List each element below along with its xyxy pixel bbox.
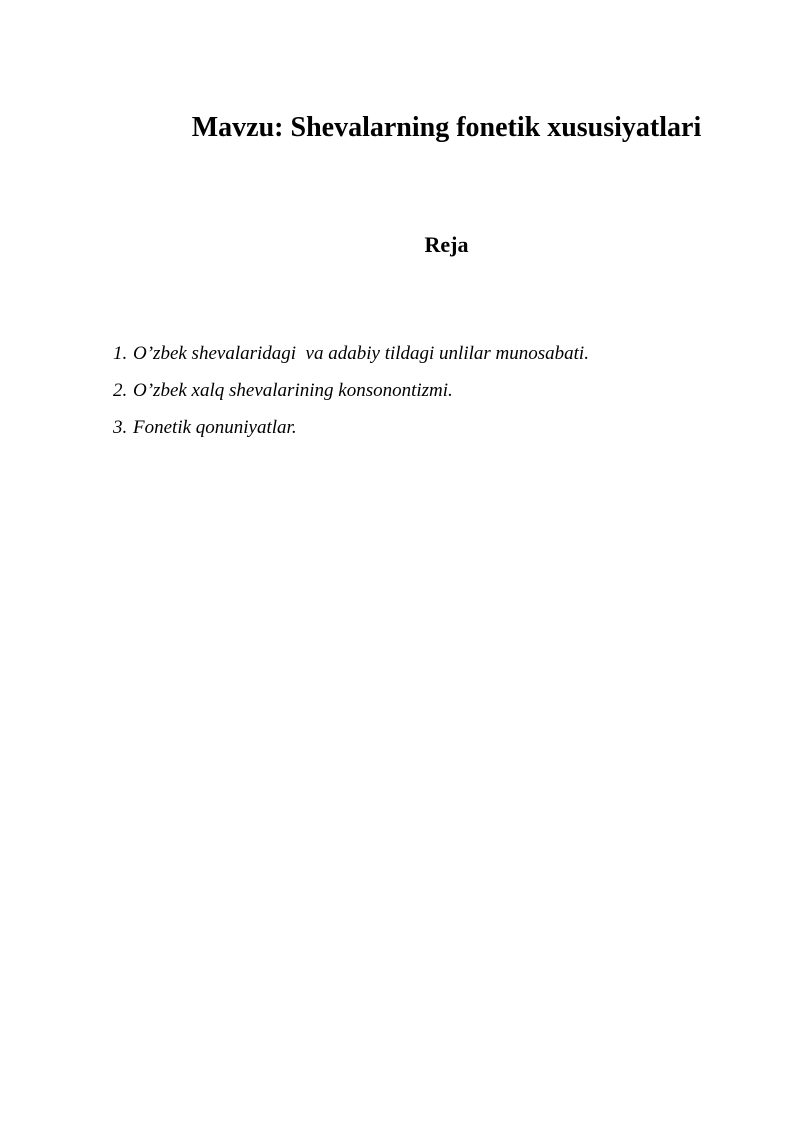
list-item <box>113 372 589 409</box>
list-item <box>113 335 589 372</box>
list-item-text: O’zbek xalq shevalarining konsonontizmi. <box>133 380 453 401</box>
list-item-number: 3. <box>113 417 128 438</box>
list-item-number: 2. <box>113 380 128 401</box>
document-title: Mavzu: Shevalarning fonetik xususiyatlari <box>191 112 702 143</box>
list-item-number: 1. <box>113 343 128 364</box>
list-item-text: O’zbek shevalaridagi va adabiy tildagi unlilar munosabati. <box>133 343 589 364</box>
list-item-text: Fonetik qonuniyatlar. <box>133 417 297 438</box>
plan-heading: Reja <box>424 232 469 257</box>
plan-list <box>113 335 589 446</box>
list-item <box>113 409 589 446</box>
